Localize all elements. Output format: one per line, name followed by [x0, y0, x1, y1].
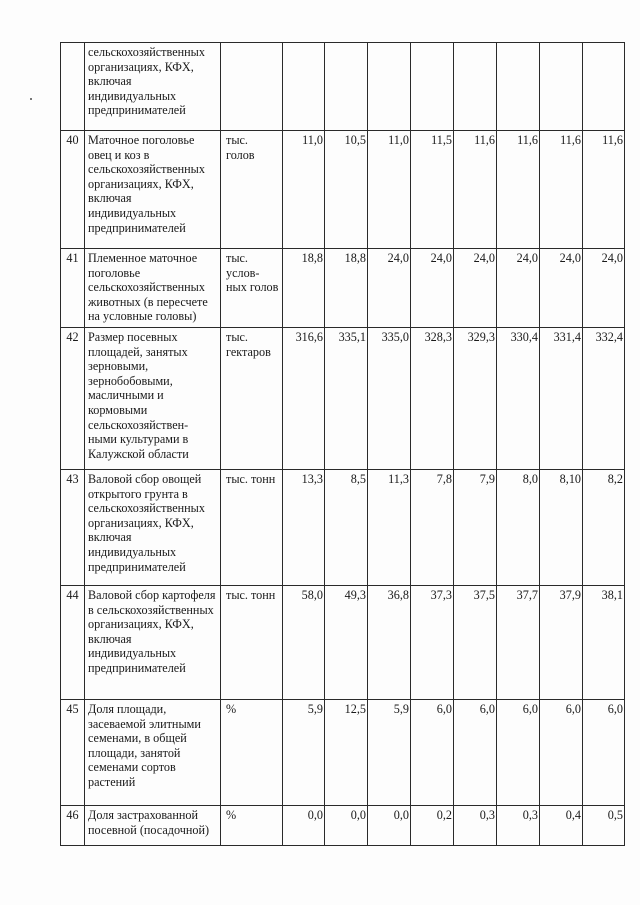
value-cell: 8,10 — [540, 470, 583, 586]
unit-cell: тыс. тонн — [221, 470, 283, 586]
indicator-name: Доля застрахованной посевной (посадочной) — [85, 806, 221, 846]
value-cell: 49,3 — [325, 586, 368, 700]
value-cell: 0,2 — [411, 806, 454, 846]
value-cell: 6,0 — [497, 700, 540, 806]
value-cell: 37,5 — [454, 586, 497, 700]
value-cell: 24,0 — [368, 249, 411, 328]
value-cell: 11,6 — [454, 131, 497, 249]
unit-cell: % — [221, 700, 283, 806]
value-cell: 8,2 — [583, 470, 625, 586]
row-number: 41 — [61, 249, 85, 328]
row-number: 43 — [61, 470, 85, 586]
value-cell: 11,5 — [411, 131, 454, 249]
row-number: 44 — [61, 586, 85, 700]
unit-cell: тыс. тонн — [221, 586, 283, 700]
table-row — [61, 586, 625, 700]
unit-cell: тыс. услов-ных голов — [221, 249, 283, 328]
value-cell: 316,6 — [283, 328, 325, 470]
value-cell: 37,7 — [497, 586, 540, 700]
value-cell: 5,9 — [283, 700, 325, 806]
value-cell: 8,0 — [497, 470, 540, 586]
value-cell: 6,0 — [540, 700, 583, 806]
value-cell: 10,5 — [325, 131, 368, 249]
scan-mark — [30, 98, 32, 100]
value-cell: 37,3 — [411, 586, 454, 700]
table-row — [61, 806, 625, 846]
value-cell: 335,1 — [325, 328, 368, 470]
table-row — [61, 328, 625, 470]
value-cell — [540, 43, 583, 131]
row-number: 46 — [61, 806, 85, 846]
value-cell — [583, 43, 625, 131]
value-cell: 6,0 — [454, 700, 497, 806]
value-cell: 8,5 — [325, 470, 368, 586]
value-cell: 24,0 — [540, 249, 583, 328]
value-cell: 330,4 — [497, 328, 540, 470]
unit-cell: тыс. голов — [221, 131, 283, 249]
row-number: 45 — [61, 700, 85, 806]
unit-cell — [221, 43, 283, 131]
value-cell: 38,1 — [583, 586, 625, 700]
value-cell: 24,0 — [454, 249, 497, 328]
value-cell: 24,0 — [411, 249, 454, 328]
value-cell: 0,0 — [368, 806, 411, 846]
value-cell: 0,0 — [283, 806, 325, 846]
value-cell: 0,5 — [583, 806, 625, 846]
value-cell — [497, 43, 540, 131]
value-cell: 335,0 — [368, 328, 411, 470]
value-cell: 332,4 — [583, 328, 625, 470]
value-cell: 24,0 — [497, 249, 540, 328]
table-row — [61, 131, 625, 249]
value-cell: 18,8 — [325, 249, 368, 328]
value-cell: 0,0 — [325, 806, 368, 846]
value-cell: 37,9 — [540, 586, 583, 700]
value-cell: 24,0 — [583, 249, 625, 328]
indicators-table — [60, 42, 625, 846]
value-cell: 0,3 — [497, 806, 540, 846]
value-cell — [325, 43, 368, 131]
value-cell: 329,3 — [454, 328, 497, 470]
table-row — [61, 249, 625, 328]
unit-cell: % — [221, 806, 283, 846]
value-cell — [411, 43, 454, 131]
table-row — [61, 43, 625, 131]
value-cell: 6,0 — [411, 700, 454, 806]
value-cell: 36,8 — [368, 586, 411, 700]
value-cell: 11,0 — [283, 131, 325, 249]
indicator-name: Племенное маточное поголовье сельскохозяйственных животных (в пересчете на условные головы) — [85, 249, 221, 328]
value-cell — [454, 43, 497, 131]
value-cell: 13,3 — [283, 470, 325, 586]
value-cell: 58,0 — [283, 586, 325, 700]
indicator-name: Размер посевных площадей, занятых зерновыми, зернобобовыми, масличными и кормовыми сельскохозяйствен-ными культурами в Калужской области — [85, 328, 221, 470]
row-number: 42 — [61, 328, 85, 470]
value-cell: 11,3 — [368, 470, 411, 586]
value-cell: 5,9 — [368, 700, 411, 806]
value-cell: 11,6 — [540, 131, 583, 249]
value-cell: 18,8 — [283, 249, 325, 328]
indicator-name: сельскохозяйственных организациях, КФХ, включая индивидуальных предпринимателей — [85, 43, 221, 131]
value-cell: 12,5 — [325, 700, 368, 806]
table-row — [61, 470, 625, 586]
indicator-name: Валовой сбор овощей открытого грунта в сельскохозяйственных организациях, КФХ, включая индивидуальных предпринимателей — [85, 470, 221, 586]
value-cell — [283, 43, 325, 131]
value-cell: 11,6 — [497, 131, 540, 249]
indicator-name: Доля площади, засеваемой элитными семенами, в общей площади, занятой семенами сортов растений — [85, 700, 221, 806]
table-row — [61, 700, 625, 806]
value-cell: 7,8 — [411, 470, 454, 586]
row-number — [61, 43, 85, 131]
value-cell: 328,3 — [411, 328, 454, 470]
table-body — [61, 43, 625, 846]
value-cell: 0,4 — [540, 806, 583, 846]
indicator-name: Валовой сбор картофеля в сельскохозяйственных организациях, КФХ, включая индивидуальных предпринимателей — [85, 586, 221, 700]
value-cell: 331,4 — [540, 328, 583, 470]
unit-cell: тыс. гектаров — [221, 328, 283, 470]
row-number: 40 — [61, 131, 85, 249]
indicator-name: Маточное поголовье овец и коз в сельскохозяйственных организациях, КФХ, включая индивидуальных предпринимателей — [85, 131, 221, 249]
value-cell: 0,3 — [454, 806, 497, 846]
value-cell: 6,0 — [583, 700, 625, 806]
value-cell: 11,6 — [583, 131, 625, 249]
value-cell — [368, 43, 411, 131]
value-cell: 7,9 — [454, 470, 497, 586]
value-cell: 11,0 — [368, 131, 411, 249]
